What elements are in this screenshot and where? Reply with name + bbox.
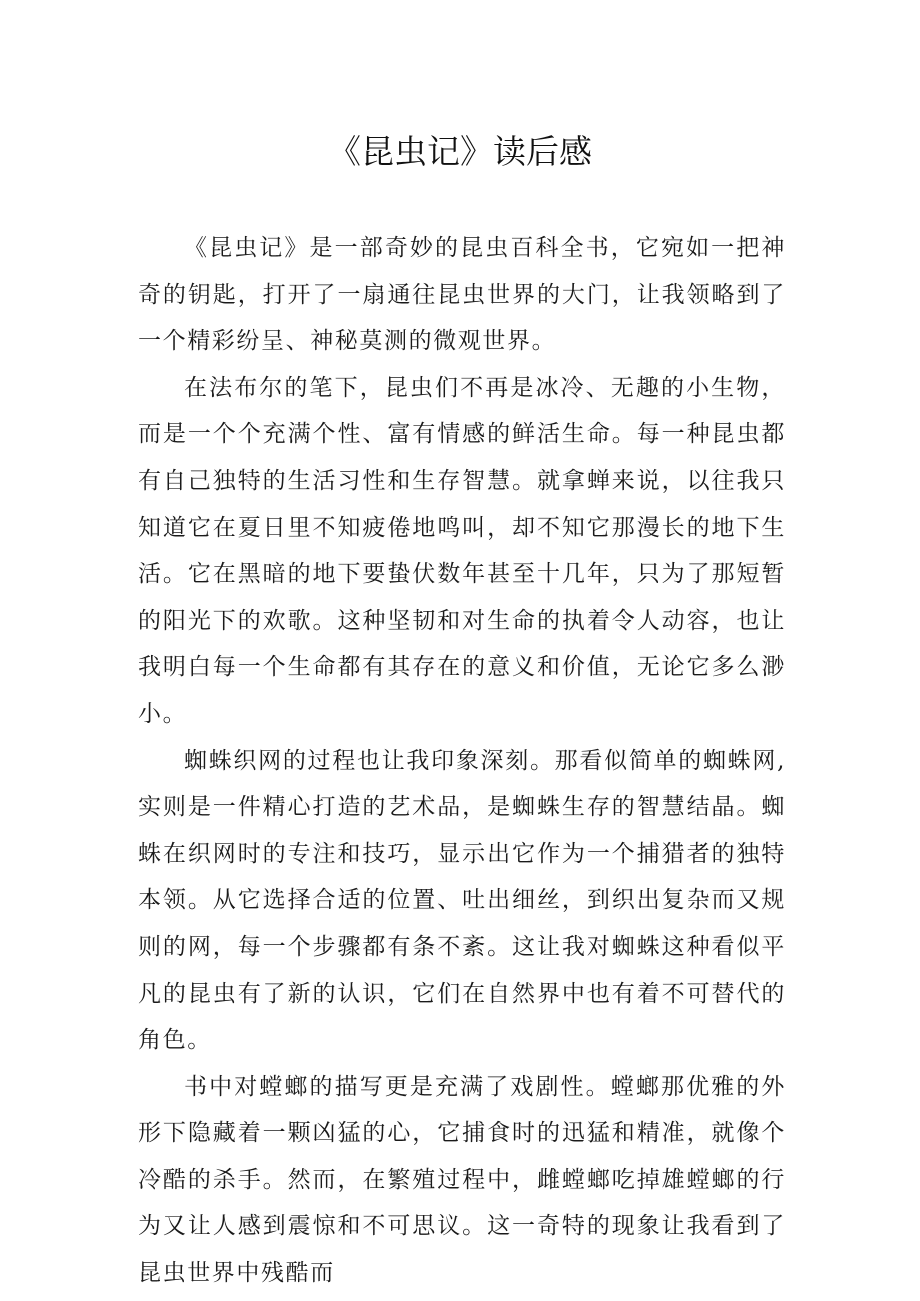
paragraph-1: 《昆虫记》是一部奇妙的昆虫百科全书，它宛如一把神奇的钥匙，打开了一扇通往昆虫世界的大门，让我领略到了一个精彩纷呈、神秘莫测的微观世界。 xyxy=(138,235,786,355)
document-body xyxy=(138,225,786,1297)
document-title: 《昆虫记》读后感 xyxy=(328,132,592,171)
paragraph-2: 在法布尔的笔下，昆虫们不再是冰冷、无趣的小生物，而是一个个充满个性、富有情感的鲜活生命。每一种昆虫都有自己独特的生活习性和生存智慧。就拿蝉来说，以往我只知道它在夏日里不知疲倦地鸣叫，却不知它那漫长的地下生活。它在黑暗的地下要蛰伏数年甚至十几年，只为了那短暂的阳光下的欢歌。这种坚韧和对生命的执着令人动容，也让我明白每一个生命都有其存在的意义和价值，无论它多么渺小。 xyxy=(138,374,786,727)
paragraph-4: 书中对螳螂的描写更是充满了戏剧性。螳螂那优雅的外形下隐藏着一颗凶猛的心，它捕食时的迅猛和精准，就像个冷酷的杀手。然而，在繁殖过程中，雌螳螂吃掉雄螳螂的行为又让人感到震惊和不可思议。这一奇特的现象让我看到了昆虫世界中残酷而 xyxy=(138,1073,786,1287)
paragraph-3: 蜘蛛织网的过程也让我印象深刻。那看似简单的蜘蛛网,实则是一件精心打造的艺术品，是蜘蛛生存的智慧结晶。蜘蛛在织网时的专注和技巧，显示出它作为一个捕猎者的独特本领。从它选择合适的位置、吐出细丝，到织出复杂而又规则的网，每一个步骤都有条不紊。这让我对蜘蛛这种看似平凡的昆虫有了新的认识，它们在自然界中也有着不可替代的角色。 xyxy=(138,747,786,1054)
